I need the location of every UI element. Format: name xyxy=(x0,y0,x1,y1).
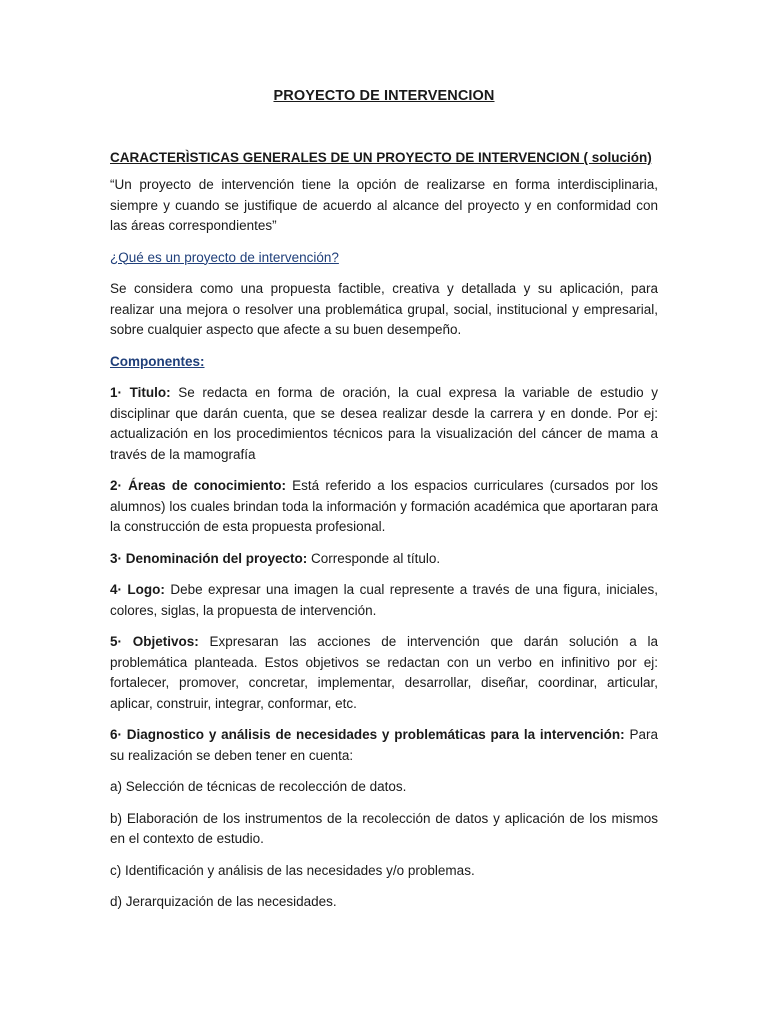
component-item-areas xyxy=(110,476,658,538)
component-item-diagnostico xyxy=(110,725,658,766)
component-item-logo xyxy=(110,580,658,621)
component-label: 3· Denominación del proyecto: xyxy=(110,550,308,566)
components-heading: Componentes: xyxy=(110,353,205,369)
component-text: Expresaran las acciones de intervención que darán solución a la problemática planteada. Estos objetivos se redactan con un verbo en infinitivo por ej: fortalecer, promover, concretar, implementar, desarrollar, diseñar, coordinar, articular, aplicar, construir, integrar, conformar, etc. xyxy=(110,634,658,711)
component-label: 2· Áreas de conocimiento: xyxy=(110,478,286,493)
component-text: Se redacta en forma de oración, la cual expresa la variable de estudio y disciplinar que darán cuenta, que se desea realizar desde la carrera y en donde. Por ej: actualización en los procedimientos técnicos para la visualización del cáncer de mama a través de la mamografía xyxy=(110,385,658,462)
component-label: 5· Objetivos: xyxy=(110,634,199,649)
component-label: 6· Diagnostico y análisis de necesidades y problemáticas para la intervención: xyxy=(110,727,625,742)
component-text: Debe expresar una imagen la cual represente a través de una figura, iniciales, colores, siglas, la propuesta de intervención. xyxy=(110,582,658,618)
subitem-c: c) Identificación y análisis de las necesidades y/o problemas. xyxy=(110,862,475,878)
component-label: 1· Titulo: xyxy=(110,385,171,400)
section-heading: CARACTERÌSTICAS GENERALES DE UN PROYECTO DE INTERVENCION ( solución) xyxy=(110,150,652,165)
question-heading: ¿Qué es un proyecto de intervención? xyxy=(110,249,339,265)
quote-paragraph: “Un proyecto de intervención tiene la opción de realizarse en forma interdisciplinaria, siempre y cuando se justifique de acuerdo al alcance del proyecto y en conformidad con las áreas correspondientes” xyxy=(110,177,658,233)
document-title: PROYECTO DE INTERVENCION xyxy=(273,88,495,104)
subitem-a: a) Selección de técnicas de recolección de datos. xyxy=(110,779,407,794)
component-text: Está referido a los espacios curriculares (cursados por los alumnos) los cuales brindan toda la información y formación académica que aportaran para la construcción de esta propuesta profesional. xyxy=(110,478,658,534)
component-item-objetivos xyxy=(110,632,658,714)
component-text: Para su realización se deben tener en cuenta: xyxy=(110,727,658,763)
subitem-d: d) Jerarquización de las necesidades. xyxy=(110,894,337,909)
component-label: 4· Logo: xyxy=(110,582,165,597)
subitem-b: b) Elaboración de los instrumentos de la recolección de datos y aplicación de los mismos en el contexto de estudio. xyxy=(110,810,658,846)
component-text: Corresponde al título. xyxy=(307,550,441,566)
component-item-titulo xyxy=(110,383,658,465)
component-item-denominacion xyxy=(110,549,658,570)
definition-paragraph: Se considera como una propuesta factible, creativa y detallada y su aplicación, para realizar una mejora o resolver una problemática grupal, social, institucional y empresarial, sobre cualquier aspecto que afecte a su buen desempeño. xyxy=(110,281,658,337)
